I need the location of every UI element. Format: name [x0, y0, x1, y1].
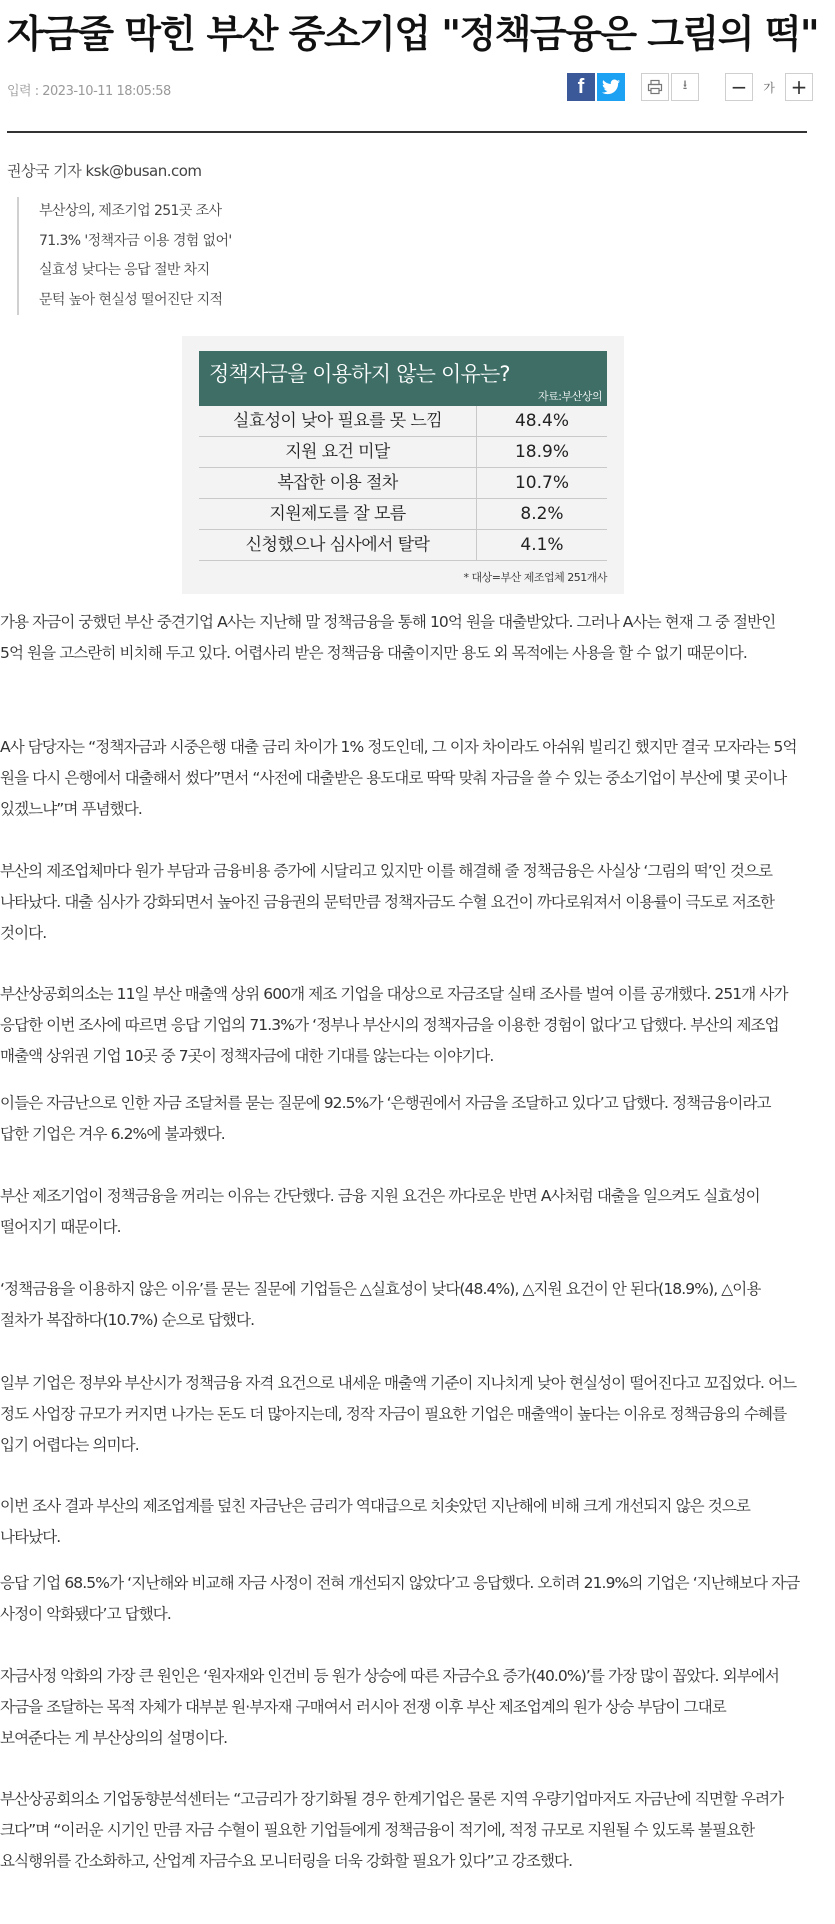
print-button[interactable]	[641, 73, 669, 101]
infographic-row-label: 복잡한 이용 절차	[199, 468, 477, 498]
infographic-row-label: 신청했으나 심사에서 탈락	[199, 530, 477, 560]
article-paragraph: 응답 기업 68.5%가 ‘지난해와 비교해 자금 사정이 전혀 개선되지 않았다’고 응답했다. 오히려 21.9%의 기업은 ‘지난해보다 자금 사정이 악화됐다’고 답했다.	[0, 1574, 800, 1623]
infographic-header	[199, 351, 607, 406]
infographic-row	[199, 406, 607, 437]
article-toolbar	[567, 73, 807, 103]
facebook-icon: f	[577, 75, 585, 98]
article-paragraph: 가용 자금이 궁했던 부산 중견기업 A사는 지난해 말 정책금융을 통해 10억 원을 대출받았다. 그러나 A사는 현재 그 중 절반인 5억 원을 고스란히 비치해 두고 있다. 어렵사리 받은 정책금융 대출이지만 용도 외 목적에는 사용을 할 수 없기 때문이다.	[0, 613, 776, 662]
summary-line: 실효성 낮다는 응답 절반 차지	[39, 262, 210, 278]
font-decrease-button[interactable]	[725, 73, 753, 101]
article-paragraph: 부산의 제조업체마다 원가 부담과 금융비용 증가에 시달리고 있지만 이를 해결해 줄 정책금융은 사실상 ‘그림의 떡’인 것으로 나타났다. 대출 심사가 강화되면서 높아진 금융권의 문턱만큼 정책자금도 수혈 요건이 까다로워져서 이용률이 극도로 저조한 것이다.	[0, 862, 775, 942]
infographic-row	[199, 499, 607, 530]
twitter-icon	[602, 79, 620, 95]
infographic-row-label: 실효성이 낮아 필요를 못 느낌	[199, 406, 477, 436]
infographic-row-value: 10.7%	[514, 473, 569, 493]
infographic-row-value: 4.1%	[520, 535, 564, 555]
twitter-share-button[interactable]	[597, 73, 625, 101]
infographic-table	[199, 406, 607, 561]
infographic-row-value: 8.2%	[520, 504, 564, 524]
infographic-row	[199, 530, 607, 561]
article-paragraph: ‘정책금융을 이용하지 않은 이유’를 묻는 질문에 기업들은 △실효성이 낮다(48.4%), △지원 요건이 안 된다(18.9%), △이용 절차가 복잡하다(10.7%) 순으로 답했다.	[0, 1280, 761, 1329]
infographic-source: 자료:부산상의	[538, 390, 602, 403]
infographic-row-value: 18.9%	[514, 442, 569, 462]
infographic-title: 정책자금을 이용하지 않는 이유는?	[209, 362, 510, 386]
infographic-note: * 대상=부산 제조업체 251개사	[463, 571, 607, 584]
font-increase-button[interactable]	[785, 73, 813, 101]
infographic-row-label: 지원제도를 잘 모름	[199, 499, 477, 529]
download-button[interactable]	[671, 73, 699, 101]
published-date: 입력 : 2023-10-11 18:05:58	[7, 84, 171, 99]
printer-icon	[647, 79, 663, 95]
infographic-figure	[182, 336, 624, 594]
facebook-share-button[interactable]	[567, 73, 595, 101]
article-paragraph: 이번 조사 결과 부산의 제조업계를 덮친 자금난은 금리가 역대급으로 치솟았던 지난해에 비해 크게 개선되지 않은 것으로 나타났다.	[0, 1497, 750, 1546]
download-icon: ⭳	[682, 78, 688, 93]
article-paragraph: A사 담당자는 “정책자금과 시중은행 대출 금리 차이가 1% 정도인데, 그 이자 차이라도 아쉬워 빌리긴 했지만 결국 모자라는 5억 원을 다시 은행에서 대출해서 썼다”면서 “사전에 대출받은 용도대로 딱딱 맞춰 자금을 쓸 수 있는 중소기업이 부산에 몇 곳이나 있겠느냐”며 푸념했다.	[0, 738, 797, 818]
reporter-byline: 권상국 기자 ksk@busan.com	[7, 162, 202, 180]
article-paragraph: 일부 기업은 정부와 부산시가 정책금융 자격 요건으로 내세운 매출액 기준이 지나치게 낮아 현실성이 떨어진다고 꼬집었다. 어느 정도 사업장 규모가 커지면 나가는 돈도 더 많아지는데, 정작 자금이 필요한 기업은 매출액이 높다는 이유로 정책금융의 수혜를 입기 어렵다는 의미다.	[0, 1374, 797, 1454]
summary-line: 71.3% '정책자금 이용 경험 없어'	[39, 232, 232, 249]
article-paragraph: 이들은 자금난으로 인한 자금 조달처를 묻는 질문에 92.5%가 ‘은행권에서 자금을 조달하고 있다’고 답했다. 정책금융이라고 답한 기업은 겨우 6.2%에 불과했다.	[0, 1094, 771, 1143]
minus-icon: −	[730, 75, 748, 99]
summary-line: 부산상의, 제조기업 251곳 조사	[39, 203, 222, 219]
article-headline: 자금줄 막힌 부산 중소기업 "정책금융은 그림의 떡"	[7, 12, 819, 56]
article-paragraph: 부산상공회의소 기업동향분석센터는 “고금리가 장기화될 경우 한계기업은 물론 지역 우량기업마저도 자금난에 직면할 우려가 크다”며 “이러운 시기인 만큼 자금 수혈이 필요한 기업들에게 정책금융이 적기에, 적정 규모로 지원될 수 있도록 불필요한 요식행위를 간소화하고, 산업계 자금수요 모니터링을 더욱 강화할 필요가 있다”고 강조했다.	[0, 1790, 784, 1870]
article-paragraph: 자금사정 악화의 가장 큰 원인은 ‘원자재와 인건비 등 원가 상승에 따른 자금수요 증가(40.0%)’를 가장 많이 꼽았다. 외부에서 자금을 조달하는 목적 자체가 대부분 원·부자재 구매여서 러시아 전쟁 이후 부산 제조업계의 원가 상승 부담이 그대로 보여준다는 게 부산상의의 설명이다.	[0, 1667, 779, 1747]
article-paragraph: 부산상공회의소는 11일 부산 매출액 상위 600개 제조 기업을 대상으로 자금조달 실태 조사를 벌여 이를 공개했다. 251개 사가 응답한 이번 조사에 따르면 응답 기업의 71.3%가 ‘정부나 부산시의 정책자금을 이용한 경험이 없다’고 답했다. 부산의 제조업 매출액 상위권 기업 10곳 중 7곳이 정책자금에 대한 기대를 않는다는 이야기다.	[0, 985, 788, 1065]
article-paragraph: 부산 제조기업이 정책금융을 꺼리는 이유는 간단했다. 금융 지원 요건은 까다로운 반면 A사처럼 대출을 일으켜도 실효성이 떨어지기 때문이다.	[0, 1187, 760, 1236]
summary-line: 문턱 높아 현실성 떨어진단 지적	[39, 291, 223, 308]
infographic-row	[199, 468, 607, 499]
font-size-label: 가	[763, 81, 775, 95]
infographic-row-label: 지원 요건 미달	[199, 437, 477, 467]
header-divider	[7, 131, 807, 133]
article-summary	[17, 197, 539, 315]
infographic-row-value: 48.4%	[514, 411, 569, 431]
infographic-row	[199, 437, 607, 468]
plus-icon: +	[790, 75, 808, 99]
